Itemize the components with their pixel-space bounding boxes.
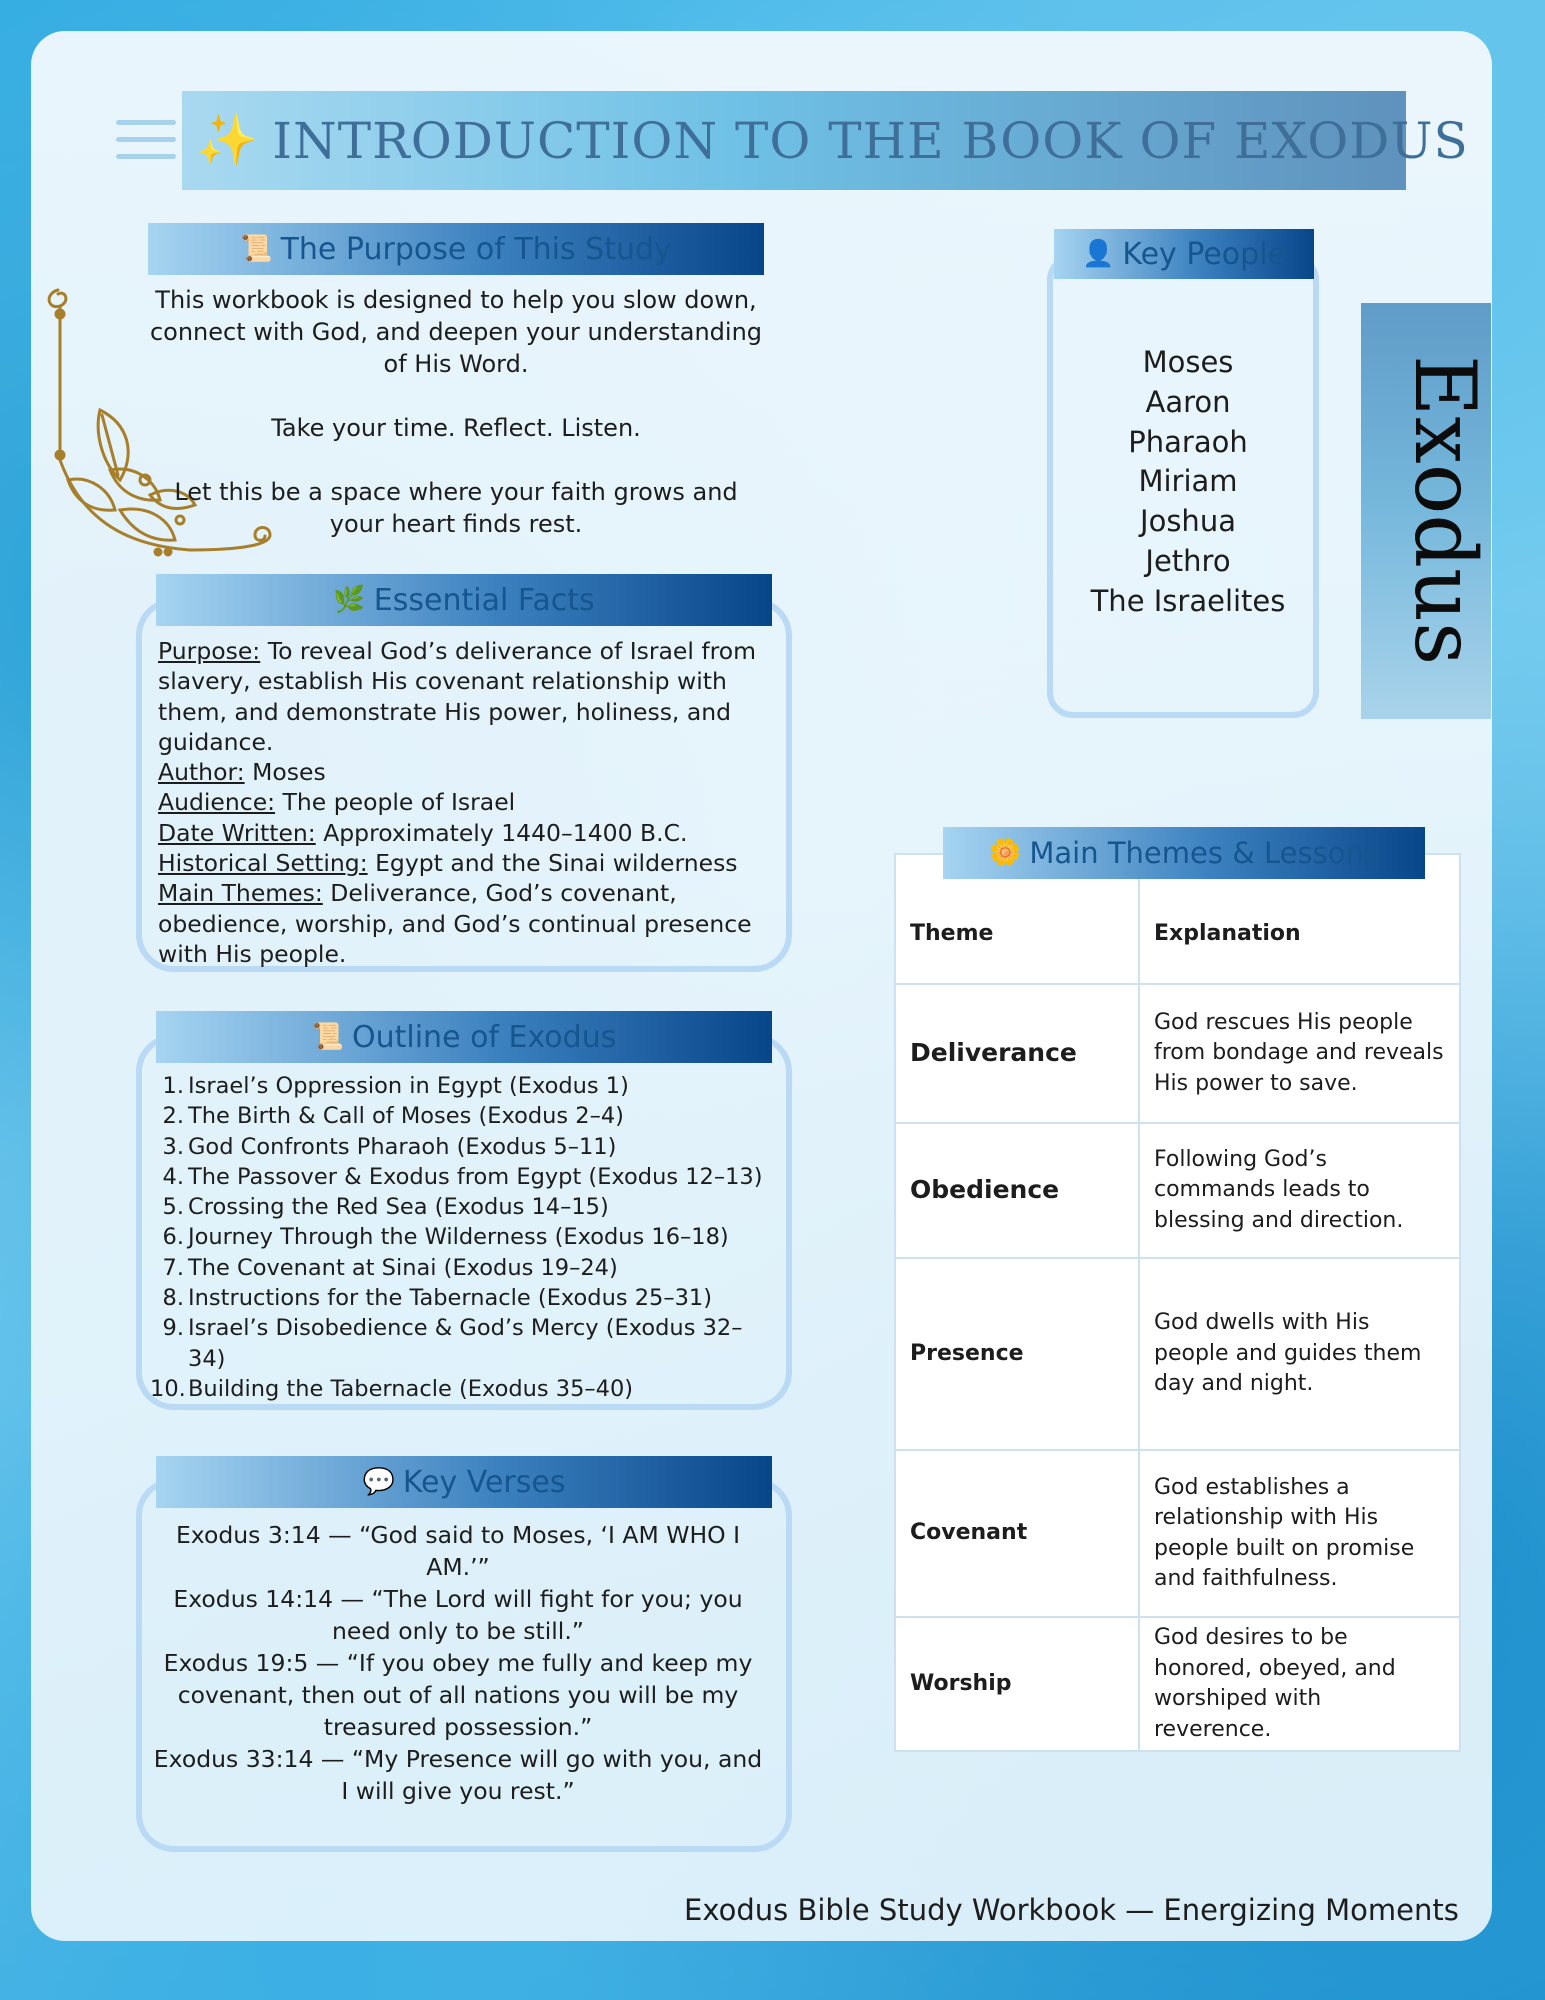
person-name: Pharaoh [1128,424,1248,459]
footer-text: Exodus Bible Study Workbook — Energizing Moments [684,1893,1459,1927]
purpose-paragraph: Take your time. Reflect. Listen. [271,414,641,442]
theme-cell: Presence [895,1258,1139,1450]
table-row [895,1258,1460,1450]
fact-setting [158,848,778,878]
outline-item-number: 3. [162,1133,184,1160]
explanation-cell: God establishes a relationship with His people built on promise and faithfulness. [1139,1450,1460,1617]
outline-item [150,1101,770,1131]
outline-list [150,1071,770,1404]
outline-item [150,1253,770,1283]
sparkles-icon: ✨ [196,111,259,169]
purpose-paragraph: Let this be a space where your faith grows and your heart finds rest. [174,478,738,538]
fact-label: Date Written: [158,818,316,847]
fact-value: The people of Israel [275,788,516,817]
explanation-cell: God dwells with His people and guides them day and night. [1139,1258,1460,1450]
people-list [1058,343,1318,622]
fact-value: Egypt and the Sinai wilderness [367,849,738,878]
fact-label: Main Themes: [158,879,323,908]
themes-table [894,853,1461,1752]
outline-item-text: Journey Through the Wilderness (Exodus 16–18) [188,1224,729,1251]
people-header [1054,229,1314,279]
theme-cell: Covenant [895,1450,1139,1617]
outline-item [150,1162,770,1192]
verses-header-label: Key Verses [402,1464,566,1500]
herb-icon: 🌿 [333,585,366,615]
fact-value: Approximately 1440–1400 B.C. [315,818,688,847]
outline-item-text: The Covenant at Sinai (Exodus 19–24) [188,1254,618,1281]
outline-item-number: 1. [162,1073,184,1099]
person-name: The Israelites [1090,583,1286,618]
page-title: INTRODUCTION TO THE BOOK OF EXODUS [272,111,1469,170]
verse-item: Exodus 33:14 — “My Presence will go with you, and I will give you rest.” [153,1745,763,1805]
outline-item-number: 9. [162,1315,184,1342]
purpose-paragraph: This workbook is designed to help you slow down, connect with God, and deepen your understanding of His Word. [149,286,763,378]
scroll-icon: 📜 [311,1022,344,1052]
outline-header-label: Outline of Exodus [352,1019,617,1055]
scroll-icon: 📜 [240,234,273,264]
outline-item-text: God Confronts Pharaoh (Exodus 5–11) [188,1133,617,1160]
fact-author [158,757,778,787]
outline-item [150,1222,770,1252]
facts-header [156,574,772,626]
purpose-header-label: The Purpose of This Study [280,231,672,267]
table-row [895,984,1460,1123]
person-name: Aaron [1145,384,1231,419]
side-tab-label: Exodus [1396,355,1494,666]
outline-item [150,1132,770,1162]
outline-item [150,1283,770,1313]
theme-cell: Deliverance [895,984,1139,1123]
outline-item-text: The Passover & Exodus from Egypt (Exodus 12–13) [188,1163,763,1190]
outline-item-text: Instructions for the Tabernacle (Exodus 25–31) [188,1285,713,1312]
table-row [895,1617,1460,1751]
speech-bubble-icon: 💬 [362,1467,395,1497]
fact-themes [158,878,778,969]
purpose-header [148,223,764,275]
outline-item-text: Building the Tabernacle (Exodus 35–40) [188,1375,634,1402]
explanation-cell: God desires to be honored, obeyed, and worshiped with reverence. [1139,1617,1460,1751]
outline-item-number: 10. [150,1375,186,1402]
outline-item-text: Crossing the Red Sea (Exodus 14–15) [188,1194,609,1221]
people-header-label: Key People [1122,236,1286,272]
verses-header [156,1456,772,1508]
explanation-cell: God rescues His people from bondage and reveals His power to save. [1139,984,1460,1123]
fact-label: Purpose: [158,637,261,665]
fact-value: Moses [244,758,326,787]
verses-body [152,1519,764,1807]
outline-item-text: The Birth & Call of Moses (Exodus 2–4) [188,1103,624,1130]
column-header-theme: Theme [895,854,1139,984]
daisy-icon: 🌼 [989,838,1022,868]
verse-item: Exodus 14:14 — “The Lord will fight for you; you need only to be still.” [173,1585,743,1645]
fact-purpose [158,636,778,757]
person-name: Moses [1142,345,1234,379]
outline-item [150,1374,770,1404]
outline-item-number: 2. [162,1103,184,1130]
outline-item-number: 5. [162,1194,184,1221]
theme-cell: Worship [895,1617,1139,1751]
fact-audience [158,787,778,817]
outline-item-number: 8. [162,1285,184,1312]
theme-cell: Obedience [895,1123,1139,1258]
person-name: Jethro [1145,543,1231,578]
outline-item [150,1071,770,1101]
title-banner [182,91,1469,190]
verse-item: Exodus 19:5 — “If you obey me fully and keep my covenant, then out of all nations you will be my treasured possession.” [163,1649,753,1741]
outline-item [150,1313,770,1374]
purpose-text [146,284,766,540]
fact-label: Audience: [158,788,276,817]
facts-header-label: Essential Facts [373,582,595,618]
themes-header-label: Main Themes & Lessons [1029,836,1379,870]
hamburger-menu-icon[interactable] [116,120,176,162]
fact-label: Author: [158,758,245,787]
outline-item-text: Israel’s Disobedience & God’s Mercy (Exodus 32–34) [188,1315,743,1372]
verse-item: Exodus 3:14 — “God said to Moses, ‘I AM WHO I AM.’” [175,1521,741,1581]
themes-header [943,827,1425,879]
fact-label: Historical Setting: [158,849,368,878]
outline-item [150,1192,770,1222]
outline-item-number: 6. [162,1224,184,1251]
person-silhouette-icon: 👤 [1082,239,1115,269]
explanation-cell: Following God’s commands leads to blessing and direction. [1139,1123,1460,1258]
outline-item-number: 7. [162,1254,184,1281]
fact-value: To reveal God’s deliverance of Israel from slavery, establish His covenant relationship with them, and demonstrate His power, holiness, and guidance. [158,637,757,756]
table-row [895,1123,1460,1258]
person-name: Miriam [1138,464,1238,499]
column-header-explanation: Explanation [1139,854,1460,984]
outline-item-text: Israel’s Oppression in Egypt (Exodus 1) [188,1073,629,1099]
outline-item-number: 4. [162,1163,184,1190]
fact-value: Deliverance, God’s covenant, obedience, worship, and God’s continual presence with His people. [158,879,752,968]
facts-body [158,636,778,969]
table-row [895,1450,1460,1617]
outline-header [156,1011,772,1063]
person-name: Joshua [1140,504,1236,539]
fact-date [158,818,778,848]
